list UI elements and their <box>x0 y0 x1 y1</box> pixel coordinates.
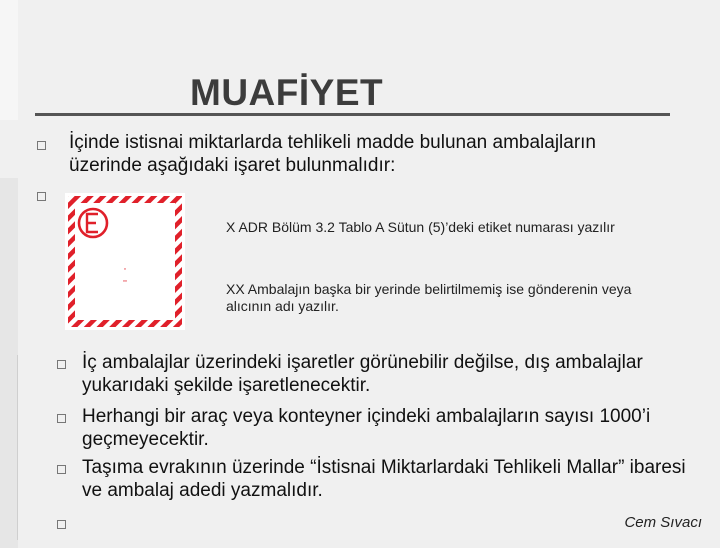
side-accent-middle <box>0 178 18 548</box>
note-x: X ADR Bölüm 3.2 Tablo A Sütun (5)’deki etiket numarası yazılır <box>226 219 615 235</box>
side-divider <box>17 355 18 540</box>
bullet-item-2: Herhangi bir araç veya konteyner içindeki ambalajların sayısı 1000’i geçmeyecektir. <box>82 406 651 450</box>
title-underline <box>35 113 670 116</box>
bullet-item-1: İç ambalajlar üzerindeki işaretler görünebilir değilse, dış ambalajlar yukarıdaki şekilde işaretlenecektir. <box>82 352 643 396</box>
square-bullet-icon <box>57 414 66 423</box>
side-accent-top <box>0 0 18 120</box>
label-mark-x: * <box>124 268 126 274</box>
square-bullet-icon <box>37 141 46 150</box>
author-footer: Cem Sıvacı <box>624 514 702 531</box>
excepted-quantity-label-icon <box>65 193 185 330</box>
label-mark-xx: ** <box>123 280 127 286</box>
square-bullet-icon <box>57 465 66 474</box>
note-xx: XX Ambalajın başka bir yerinde belirtilmemiş ise gönderenin veya alıcının adı yazılır. <box>226 281 632 314</box>
square-bullet-icon <box>57 360 66 369</box>
slide-title: MUAFİYET <box>190 72 384 113</box>
bullet-item-3: Taşıma evrakının üzerinde “İstisnai Miktarlardaki Tehlikeli Mallar” ibaresi ve ambalaj adedi yazmalıdır. <box>82 457 686 501</box>
square-bullet-icon <box>57 520 66 529</box>
square-bullet-icon <box>37 192 46 201</box>
intro-text: İçinde istisnai miktarlarda tehlikeli madde bulunan ambalajların üzerinde aşağıdaki işaret bulunmalıdır: <box>69 132 596 176</box>
